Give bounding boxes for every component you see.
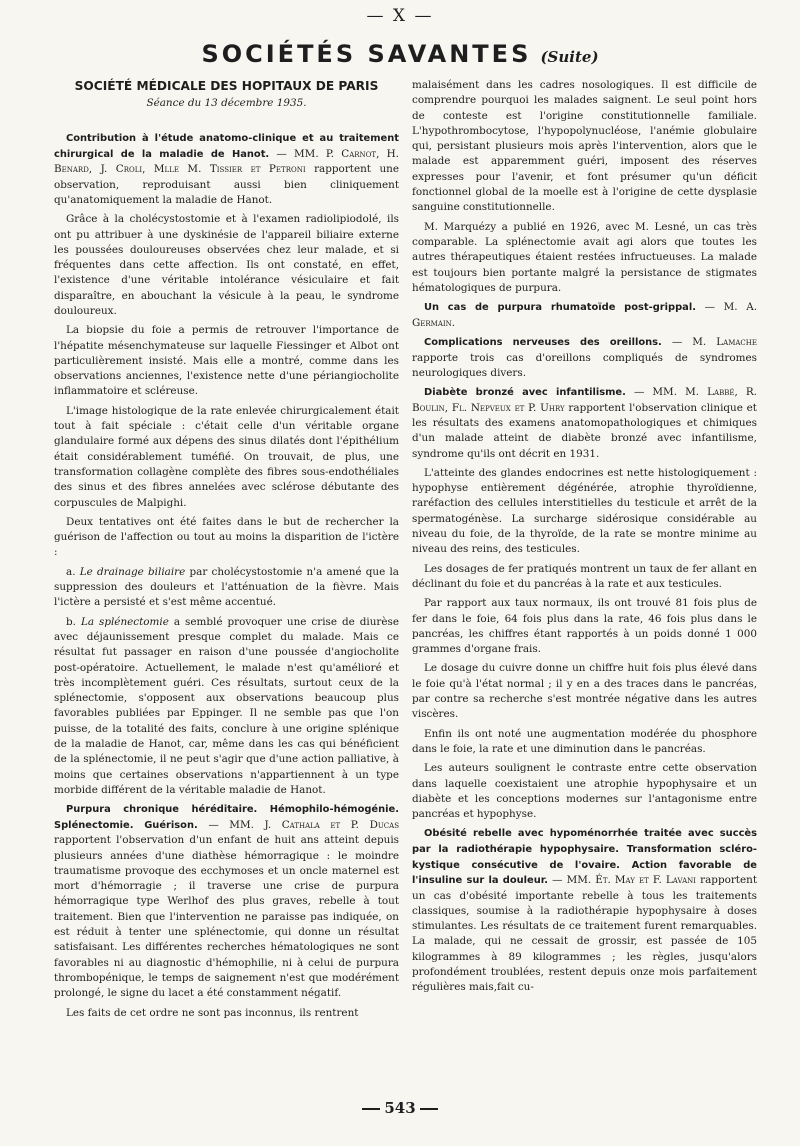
list-marker: a. <box>66 565 80 578</box>
roman-page-header: — X — <box>366 6 434 26</box>
article-title: Obésité rebelle avec hypoménorrhée traitée avec succès par la radiothérapie hypophysaire. Transformation scléro-kystique consécutive de l'ovaire. Action favorable de l'insuline sur la douleur. <box>412 828 757 887</box>
paragraph: L'image histologique de la rate enlevée chirurgicalement était tout à fait spéciale : c'était celle d'un véritable organe glandulaire formé aux dépens des sinus dilatés dont l'épithélium était considérablement tuméfié. On trouvait, de plus, une transformation collagène complète des fibres sous-endothéliales des sinus et des fibres annelées avec sclérose débutante des corpuscules de Malpighi. <box>54 404 399 509</box>
list-marker: b. <box>66 615 81 628</box>
right-column <box>412 78 757 1000</box>
article-diabete-bronze <box>412 385 757 462</box>
paragraph: Le dosage du cuivre donne un chiffre huit fois plus élevé dans le foie qu'à l'état normal ; il y en a des traces dans le pancréas, par contre sa recherche s'est montrée négative dans les autres viscères. <box>412 662 757 721</box>
footer-dash <box>420 1108 438 1110</box>
paragraph: malaisément dans les cadres nosologiques. Il est difficile de comprendre pourquoi les malades saignent. Le seul point hors de conteste est l'origine constitutionnelle familiale. L'hypothrombocytose, l'hypopolynucléose, l'anémie globulaire qui, persistant plusieurs mois après l'intervention, alors que le malade est apparemment guéri, imposent des réserves expresses pour l'avenir, et font présumer qu'un déficit fonctionnel global de la moelle est à l'origine de cette dysplasie sanguine constitutionnelle. <box>412 79 757 214</box>
article-purpura-hereditaire <box>54 802 399 1001</box>
article-text: rapportent l'observation d'un enfant de huit ans atteint depuis plusieurs années d'une diathèse hémorragique : le moindre traumatisme provoque des ecchymoses et un oncle maternel est mort d'hémorragie ; il traverse une crise de purpura hémorragique type Werlhof des plus graves, rebelle à tout traitement. Bien que l'intervention ne paraisse pas indiquée, on est réduit à tenter une splénectomie, qui donne un résultat satisfaisant. Les différentes recherches hématologiques ne sont favorables ni au diagnostic d'hémophilie, ni à celui de purpura thrombopénique, le temps de saignement n'est que modérément prolongé, le signe du lacet a été constamment négatif. <box>54 834 399 1000</box>
list-item-splenectomie <box>54 615 399 799</box>
article-authors: — MM. P. Carnot, H. Benard, J. Croli, Mlle M. Tissier et Petroni <box>54 147 399 176</box>
article-authors: — M. Lamache <box>671 336 757 348</box>
footer-dash <box>362 1108 380 1110</box>
masthead <box>0 40 800 68</box>
article-contribution-hanot <box>54 131 399 208</box>
left-column <box>54 78 399 1025</box>
paragraph: M. Marquézy a publié en 1926, avec M. Lesné, un cas très comparable. La splénectomie avait agi alors que toutes les autres thérapeutiques étaient restées infructueuses. La malade est toujours bien portante malgré la persistance de stigmates hématologiques de purpura. <box>412 220 757 294</box>
article-purpura-rhumatoide <box>412 300 757 331</box>
masthead-title: SOCIÉTÉS SAVANTES <box>201 40 532 68</box>
article-text: rapporte trois cas d'oreillons compliqués de syndromes neurologiques divers. <box>412 351 757 379</box>
list-item-drainage <box>54 565 399 611</box>
session-date: Séance du 13 décembre 1935. <box>146 96 307 109</box>
paragraph: Les auteurs soulignent le contraste entre cette observation dans laquelle coexistaient une atrophie hypophysaire et un diabète et les conceptions modernes sur l'antagonisme entre pancréas et hypophyse. <box>412 762 757 821</box>
paragraph: Les faits de cet ordre ne sont pas inconnus, ils rentrent <box>66 1006 359 1019</box>
paragraph: Deux tentatives ont été faites dans le but de rechercher la guérison de l'affection ou tout au moins la disparition de l'ictère : <box>54 515 399 559</box>
article-authors: — M. A. Germain. <box>412 301 757 329</box>
article-obesite <box>412 826 757 995</box>
article-title: Contribution à l'étude anatomo-clinique et au traitement chirurgical de la maladie de Hanot. <box>54 133 399 160</box>
emphasis: La splénectomie <box>80 615 169 628</box>
paragraph: Grâce à la cholécystostomie et à l'examen radiolipiodolé, ils ont pu attribuer à une dyskinésie de l'appareil biliaire externe les poussées douloureuses observées chez leur malade, et si fréquentes dans cette affection. Ils ont constaté, en effet, l'existence d'une véritable intolérance vésiculaire et fait disparaître, en abouchant la vésicule à la peau, le syndrome douloureux. <box>54 213 399 317</box>
article-oreillons <box>412 335 757 381</box>
article-title: Purpura chronique héréditaire. Hémophilo-hémogénie. Splénectomie. Guérison. <box>54 804 399 831</box>
paragraph: La biopsie du foie a permis de retrouver l'importance de l'hépatite mésenchymateuse sur laquelle Fiessinger et Albot ont particulièrement insisté. Mais elle a montré, comme dans les observations anciennes, l'existence nette d'une périangiocholite inflammatoire et scléreuse. <box>54 324 399 398</box>
section-title: SOCIÉTÉ MÉDICALE DES HOPITAUX DE PARIS <box>74 79 379 93</box>
page-number: 543 <box>384 1099 416 1117</box>
article-authors: — MM. Ét. May et F. Lavani <box>552 874 697 887</box>
page-number-footer <box>0 1099 800 1117</box>
list-text: a semblé provoquer une crise de diurèse avec déjaunissement presque complet du malade. Mais ce résultat fut passager en raison d'une poussée d'angiocholite post-opératoire. Actuellement, le malade n'est qu'amélioré et très incomplètement guéri. Ces résultats, surtout ceux de la splénectomie, s'opposent aux observations beaucoup plus favorables publiées par Eppinger. Il ne semble pas que l'on puisse, de la totalité des faits, conclure à une origine splénique de la maladie de Hanot, car, même dans les cas qui bénéficient de la splénectomie, il ne peut s'agir que d'une action palliative, à moins que certaines observations n'appartiennent à un type morbide différent de la véritable maladie de Hanot. <box>54 615 400 796</box>
paragraph: L'atteinte des glandes endocrines est nette histologiquement : hypophyse entièrement dégénérée, atrophie thyroïdienne, raréfaction des cellules interstitielles du testicule et arrêt de la spermatogénèse. La surcharge sidérosique considérable au niveau du foie, de la thyroïde, de la rate se montre minime au niveau des reins, des testicules. <box>412 466 757 556</box>
article-text: rapportent un cas d'obésité importante rebelle à tous les traitements classiques, soumise à la radiothérapie hypophysaire à doses stimulantes. Les résultats de ce traitement furent remarquables. La malade, qui ne cessait de grossir, est passée de 105 kilogrammes à 89 kilogrammes ; les règles, jusqu'alors profondément troublées, restent depuis onze mois parfaitement régulières mais,fait cu- <box>412 874 758 994</box>
paragraph: Les dosages de fer pratiqués montrent un taux de fer allant en déclinant du foie et du pancréas à la rate et aux testicules. <box>412 562 757 590</box>
list-text: par cholécystostomie n'a amené que la suppression des douleurs et l'atténuation de la fièvre. Mais l'ictère a persisté et s'est même accentué. <box>54 565 399 609</box>
masthead-suite: (Suite) <box>540 48 599 66</box>
paragraph: Enfin ils ont noté une augmentation modérée du phosphore dans le foie, la rate et une diminution dans le pancréas. <box>412 727 757 755</box>
article-text: rapportent l'observation clinique et les résultats des examens anatomopathologiques et chimiques d'un malade atteint de diabète bronzé avec infantilisme, syndrome qu'ils ont décrit en 1931. <box>412 401 757 460</box>
article-title: Diabète bronzé avec infantilisme. <box>424 387 626 399</box>
article-title: Complications nerveuses des oreillons. <box>424 337 662 348</box>
article-authors: — MM. M. Labbé, R. Boulin, Fl. Nepveux et P. Uhry <box>412 386 757 414</box>
article-title: Un cas de purpura rhumatoïde post-grippal. <box>424 302 696 314</box>
article-authors: — MM. J. Cathala et P. Ducas <box>208 818 399 831</box>
article-text: rapportent une observation, reproduisant aussi bien cliniquement qu'anatomiquement la maladie de Hanot. <box>54 163 399 206</box>
paragraph: Par rapport aux taux normaux, ils ont trouvé 81 fois plus de fer dans le foie, 64 fois plus dans la rate, 46 fois plus dans le pancréas, les chiffres étant rapportés à un poids donné 1 000 grammes d'organe frais. <box>412 597 757 656</box>
emphasis: Le drainage biliaire <box>79 565 186 578</box>
